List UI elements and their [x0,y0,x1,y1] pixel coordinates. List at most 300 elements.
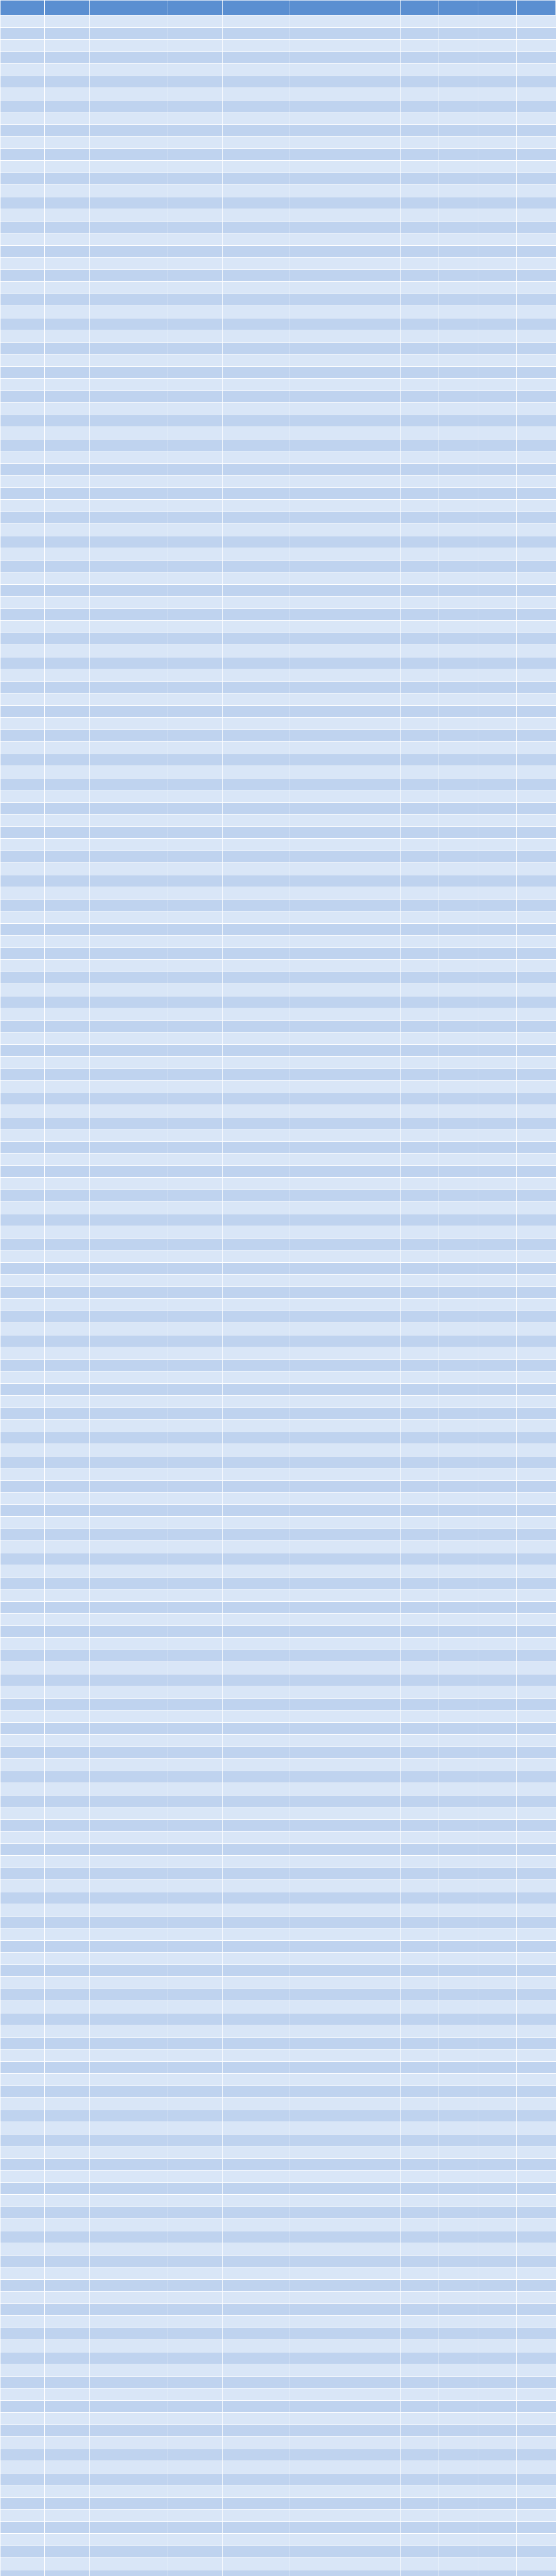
table-cell [478,1928,517,1941]
table-cell [289,693,401,706]
table-cell [517,1129,556,1142]
table-cell [89,1977,167,1989]
table-cell [400,185,439,197]
table-cell [167,681,222,693]
table-cell [439,1953,478,1965]
table-cell [222,1238,289,1250]
table-cell [45,2037,89,2049]
table-cell [45,766,89,778]
table-cell [1,112,45,125]
table-cell [89,536,167,548]
table-cell [289,923,401,936]
table-cell [1,1044,45,1057]
table-cell [45,415,89,427]
table-cell [1,2122,45,2134]
table-cell [45,1238,89,1250]
table-cell [167,512,222,524]
table-cell [478,1432,517,1444]
table-cell [289,173,401,185]
table-cell [478,1517,517,1529]
table-cell [478,1662,517,1674]
table-cell [89,2171,167,2183]
table-cell [478,2413,517,2425]
table-cell [400,354,439,367]
table-cell [289,1589,401,1602]
table-cell [45,1214,89,1226]
table-row [1,64,556,76]
table-cell [478,1262,517,1275]
table-cell [89,2546,167,2558]
table-cell [167,1420,222,1432]
table-cell [167,2025,222,2038]
table-cell [89,2231,167,2243]
table-cell [1,2086,45,2098]
table-cell [45,64,89,76]
table-cell [167,1953,222,1965]
table-cell [222,1020,289,1032]
table-cell [439,258,478,270]
table-cell [89,1614,167,1626]
table-cell [439,839,478,851]
table-cell [89,1335,167,1347]
table-cell [478,500,517,512]
table-row [1,608,556,621]
table-cell [89,2303,167,2316]
table-cell [478,851,517,863]
table-cell [478,2449,517,2461]
table-cell [1,1371,45,1384]
table-cell [439,487,478,500]
table-cell [222,2037,289,2049]
table-cell [1,2485,45,2498]
table-row [1,839,556,851]
table-cell [45,1880,89,1892]
table-cell [167,839,222,851]
table-cell [45,306,89,318]
table-cell [289,984,401,996]
table-cell [45,1916,89,1928]
table-cell [439,1214,478,1226]
table-cell [45,1698,89,1710]
table-cell [1,1323,45,1335]
table-cell [167,1577,222,1589]
table-cell [517,1105,556,1117]
table-cell [167,173,222,185]
table-cell [1,294,45,306]
table-cell [517,536,556,548]
table-cell [400,1190,439,1202]
table-cell [89,2388,167,2401]
table-cell [1,1226,45,1239]
table-cell [89,209,167,222]
table-cell [517,2449,556,2461]
table-cell [167,2061,222,2074]
table-cell [478,1650,517,1662]
table-cell [289,100,401,112]
table-cell [222,173,289,185]
table-cell [1,1989,45,2001]
table-cell [400,2413,439,2425]
table-row [1,718,556,730]
table-cell [222,2340,289,2352]
table-cell [439,1856,478,1868]
table-cell [400,1553,439,1565]
table-cell [222,2134,289,2146]
table-cell [222,560,289,572]
table-cell [517,1214,556,1226]
table-cell [517,1940,556,1953]
table-cell [400,1856,439,1868]
table-cell [400,2171,439,2183]
table-cell [1,1359,45,1371]
table-row [1,185,556,197]
table-cell [439,1408,478,1420]
table-cell [167,1238,222,1250]
table-cell [222,2388,289,2401]
table-cell [400,718,439,730]
table-cell [439,1577,478,1589]
table-cell [167,1480,222,1493]
table-cell [1,1856,45,1868]
table-cell [289,1081,401,1093]
table-cell [478,536,517,548]
table-cell [89,584,167,597]
table-cell [167,984,222,996]
table-cell [439,173,478,185]
table-cell [478,1468,517,1481]
table-cell [289,2013,401,2025]
table-cell [222,2182,289,2195]
table-cell [1,2449,45,2461]
table-cell [400,1383,439,1396]
table-cell [1,1662,45,1674]
table-row [1,1710,556,1723]
table-cell [478,1008,517,1021]
table-cell [222,64,289,76]
table-cell [478,863,517,875]
table-cell [439,161,478,173]
table-cell [400,899,439,911]
table-cell [89,899,167,911]
table-cell [289,1662,401,1674]
table-cell [289,718,401,730]
table-cell [167,1408,222,1420]
table-cell [400,451,439,464]
table-cell [1,2049,45,2062]
table-cell [400,2049,439,2062]
table-cell [478,379,517,391]
table-cell [517,1165,556,1178]
table-cell [89,1868,167,1880]
table-cell [478,318,517,330]
table-row [1,621,556,633]
table-cell [167,2013,222,2025]
table-cell [439,887,478,900]
table-cell [289,802,401,815]
table-cell [478,1964,517,1977]
table-cell [89,1105,167,1117]
table-row [1,100,556,112]
table-cell [1,560,45,572]
table-cell [478,790,517,803]
table-cell [222,391,289,403]
table-cell [89,2049,167,2062]
table-cell [400,487,439,500]
table-cell [439,1843,478,1856]
table-cell [1,1020,45,1032]
table-cell [89,1698,167,1710]
table-row [1,2025,556,2038]
table-cell [167,40,222,52]
table-cell [478,681,517,693]
table-cell [1,88,45,100]
table-cell [439,1032,478,1045]
table-cell [167,887,222,900]
table-row [1,2195,556,2207]
table-row [1,2049,556,2062]
table-cell [289,1359,401,1371]
table-cell [400,1165,439,1178]
table-cell [167,2074,222,2086]
table-cell [167,476,222,488]
table-cell [400,1141,439,1154]
table-cell [1,1493,45,1505]
table-cell [439,899,478,911]
table-cell [400,2497,439,2510]
table-cell [167,1275,222,1287]
table-cell [289,1117,401,1129]
table-cell [400,2546,439,2558]
table-cell [1,633,45,645]
table-cell [222,27,289,40]
table-cell [478,1093,517,1105]
table-row [1,27,556,40]
table-cell [439,1977,478,1989]
table-row [1,1480,556,1493]
table-cell [517,342,556,354]
table-cell [89,512,167,524]
table-cell [89,621,167,633]
table-cell [89,911,167,924]
table-row [1,1420,556,1432]
table-cell [222,1504,289,1517]
table-cell [439,2485,478,2498]
table-cell [1,1069,45,1081]
table-cell [89,1517,167,1529]
table-row [1,512,556,524]
table-cell [400,1625,439,1638]
table-cell [222,2146,289,2159]
table-cell [289,1710,401,1723]
table-cell [45,52,89,64]
table-cell [439,1940,478,1953]
table-cell [167,1226,222,1239]
table-cell [439,1093,478,1105]
table-cell [89,415,167,427]
table-row [1,2231,556,2243]
table-cell [45,2376,89,2388]
table-cell [400,1093,439,1105]
table-cell [517,330,556,343]
table-cell [439,1383,478,1396]
table-cell [89,1020,167,1032]
table-row [1,947,556,960]
table-cell [1,536,45,548]
table-cell [222,197,289,209]
table-row [1,2497,556,2510]
table-row [1,2074,556,2086]
table-cell [478,2546,517,2558]
table-cell [45,1262,89,1275]
table-cell [45,1529,89,1541]
table-cell [517,2413,556,2425]
table-cell [517,233,556,246]
table-cell [45,936,89,948]
table-cell [167,875,222,887]
table-cell [167,487,222,500]
table-cell [167,597,222,609]
table-cell [439,742,478,754]
table-cell [478,2461,517,2473]
table-cell [289,996,401,1008]
table-cell [45,2340,89,2352]
table-cell [167,2001,222,2013]
table-cell [222,960,289,972]
table-cell [517,1662,556,1674]
table-cell [167,2485,222,2498]
table-cell [1,52,45,64]
table-cell [289,1807,401,1820]
table-cell [478,899,517,911]
table-cell [517,1601,556,1614]
table-cell [167,657,222,669]
table-cell [439,730,478,742]
table-cell [167,2400,222,2413]
table-cell [167,2388,222,2401]
table-cell [222,1771,289,1783]
table-cell [517,294,556,306]
table-cell [167,1807,222,1820]
table-cell [478,330,517,343]
table-cell [400,415,439,427]
table-cell [222,1165,289,1178]
table-cell [222,245,289,258]
table-cell [1,2110,45,2122]
table-cell [1,1517,45,1529]
table-cell [289,2219,401,2231]
table-cell [289,2171,401,2183]
table-row [1,1662,556,1674]
table-cell [1,681,45,693]
table-cell [89,657,167,669]
table-row [1,790,556,803]
table-cell [478,718,517,730]
table-row [1,2110,556,2122]
table-cell [89,52,167,64]
table-cell [400,536,439,548]
table-row [1,851,556,863]
table-cell [517,1722,556,1735]
table-cell [289,1214,401,1226]
table-cell [517,669,556,682]
table-cell [439,366,478,379]
table-cell [1,2279,45,2292]
table-cell [439,923,478,936]
table-cell [400,839,439,851]
table-cell [439,1456,478,1468]
table-row [1,1589,556,1602]
table-cell [517,2219,556,2231]
table-cell [45,1904,89,1917]
table-cell [478,584,517,597]
table-cell [45,1517,89,1529]
table-cell [89,1529,167,1541]
table-cell [45,124,89,137]
table-cell [89,1577,167,1589]
table-row [1,911,556,924]
table-cell [45,911,89,924]
table-cell [400,2013,439,2025]
table-cell [517,2231,556,2243]
table-cell [222,621,289,633]
table-cell [517,2122,556,2134]
table-cell [45,742,89,754]
table-cell [89,269,167,282]
table-cell [517,2461,556,2473]
table-cell [517,1735,556,1747]
table-cell [517,1154,556,1166]
table-cell [289,1614,401,1626]
table-cell [289,1105,401,1117]
table-row [1,1880,556,1892]
table-cell [222,1868,289,1880]
table-cell [1,1710,45,1723]
table-cell [89,1226,167,1239]
table-cell [400,2376,439,2388]
table-cell [89,2182,167,2195]
table-cell [167,330,222,343]
table-cell [1,1420,45,1432]
table-cell [289,2352,401,2364]
table-cell [45,1299,89,1311]
table-cell [1,1408,45,1420]
table-cell [89,1093,167,1105]
table-cell [289,1504,401,1517]
table-cell [439,2316,478,2328]
table-cell [400,112,439,125]
table-cell [45,730,89,742]
table-cell [167,923,222,936]
table-cell [517,2158,556,2171]
table-cell [517,427,556,439]
table-cell [478,1638,517,1650]
table-cell [222,1916,289,1928]
table-cell [222,2437,289,2449]
table-cell [400,608,439,621]
table-cell [517,354,556,367]
table-cell [517,2425,556,2437]
table-cell [478,124,517,137]
table-cell [439,826,478,839]
table-cell [222,2243,289,2256]
table-cell [1,306,45,318]
table-cell [222,2570,289,2576]
table-cell [89,1710,167,1723]
table-cell [517,282,556,294]
table-cell [167,269,222,282]
table-cell [89,2146,167,2159]
table-cell [167,645,222,657]
